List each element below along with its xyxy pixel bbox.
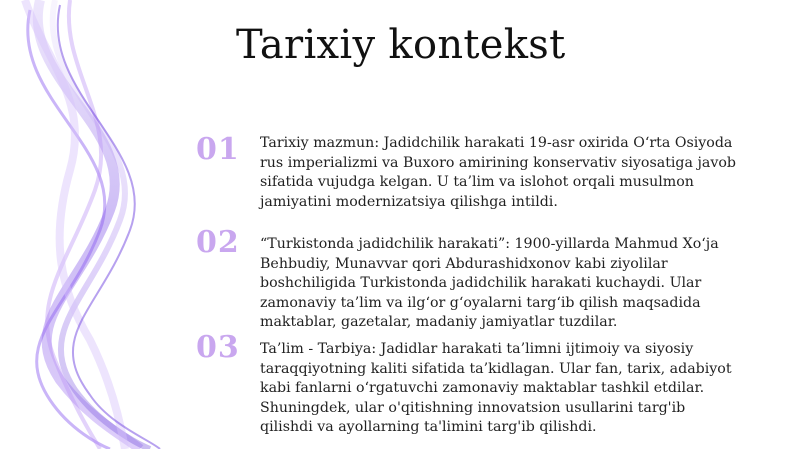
item-number-3: 03 <box>196 330 240 365</box>
item-text-1: Tarixiy mazmun: Jadidchilik harakati 19-asr oxirida O‘rta Osiyoda rus imperializmi va Buxoro amirining konservativ siyosatiga javob sifatida vujudga kelgan. U ta’lim va islohot orqali musulmon jamiyatini modernizatsiya qilishga intildi. <box>260 135 736 210</box>
item-text-3: Ta’lim - Tarbiya: Jadidlar harakati ta’limni ijtimoiy va siyosiy taraqqiyotning kaliti sifatida ta’kidlagan. Ular fan, tarix, adabiyot kabi fanlarni o‘rgatuvchi zamonaviy maktablar tashkil etdilar. Shuningdek, ular o'qitishning innovatsion usullarini targ'ib qilishdi va ayollarning ta'limini targ'ib qilishdi. <box>260 341 732 435</box>
item-text-2: “Turkistonda jadidchilik harakati”: 1900-yillarda Mahmud Xo‘ja Behbudiy, Munavvar qori Abdurashidxonov kabi ziyolilar boshchiligida Turkistonda jadidchilik harakati kuchaydi. Ular zamonaviy ta’lim va ilg‘or g‘oyalarni targ‘ib qilish maqsadida maktablar, gazetalar, madaniy jamiyatlar tuzdilar. <box>260 236 719 330</box>
item-number-1: 01 <box>196 132 240 167</box>
item-number-2: 02 <box>196 225 240 260</box>
slide-title: Tarixiy kontekst <box>236 22 566 68</box>
purple-wave-ribbon <box>0 0 200 449</box>
